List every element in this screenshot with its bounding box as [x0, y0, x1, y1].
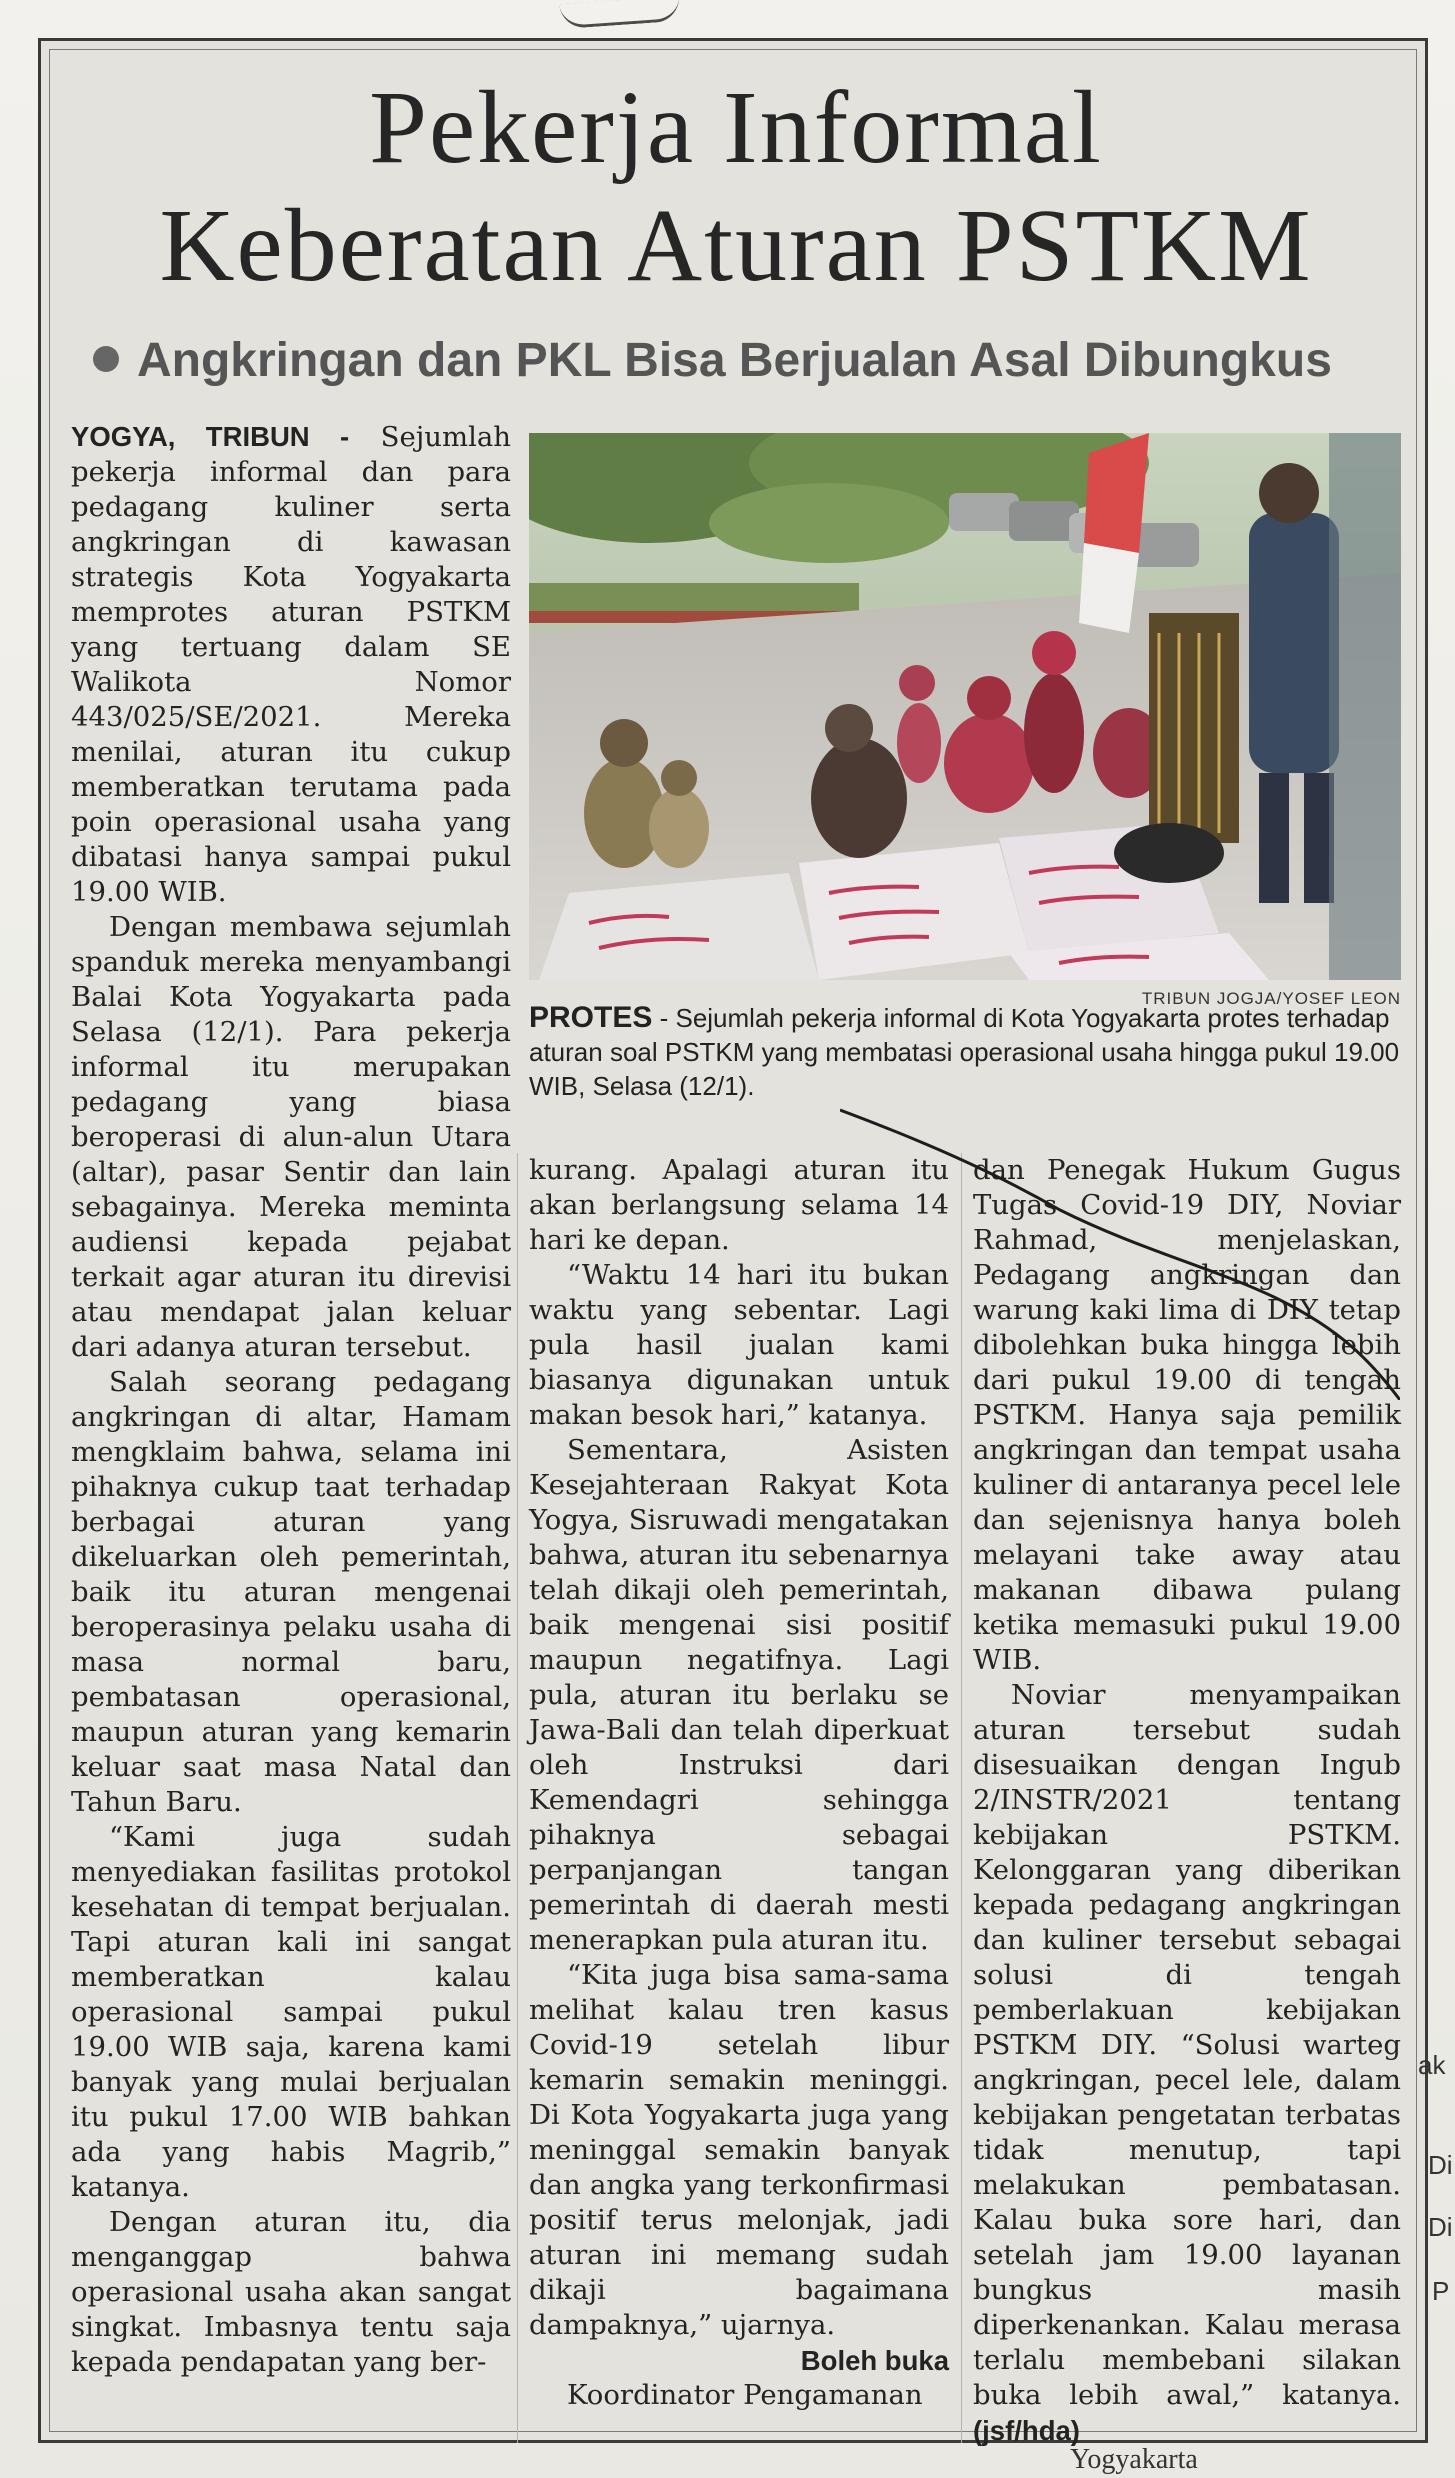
paragraph: “Waktu 14 hari itu bukan waktu yang sebentar. Lagi pula hasil jualan kami biasanya digunakan untuk makan besok hari,” katanya.	[529, 1259, 949, 1431]
paragraph: Dengan membawa sejumlah spanduk mereka menyambangi Balai Kota Yogyakarta pada Selasa (12/1). Para pekerja informal itu merupakan pedagang yang biasa beroperasi di alun-alun Utara (altar), pasar Sentir dan lain sebagainya. Mereka meminta audiensi kepada pejabat terkait agar aturan itu direvisi atau mendapat jalan keluar dari adanya aturan tersebut.	[71, 911, 511, 1363]
margin-fragment: P	[1432, 2276, 1450, 2306]
dateline: YOGYA, TRIBUN -	[71, 421, 350, 452]
paragraph: Koordinator Pengamanan	[567, 2379, 923, 2411]
headline	[81, 69, 1391, 305]
author-signoff: (jsf/hda)	[973, 2415, 1080, 2446]
paragraph-text: Noviar menyampaikan aturan tersebut sudah disesuaikan dengan Ingub 2/INSTR/2021 tentang kebijakan PSTKM. Kelonggaran yang diberikan kepada pedagang angkringan dan kuliner tersebut sebagai solusi di tengah pemberlakuan kebijakan PSTKM DIY. “Solusi warteg angkringan, pecel lele, dalam kebijakan pengetatan terbatas tidak menutup, tapi melakukan pembatasan. Kalau buka sore hari, dan setelah jam 19.00 layanan bungkus masih diperkenankan. Kalau merasa terlalu membebani silakan buka lebih awal,” katanya.	[973, 1679, 1401, 2411]
margin-fragment: Di	[1428, 2150, 1453, 2180]
paragraph: “Kita juga bisa sama-sama melihat kalau tren kasus Covid-19 setelah libur kemarin semakin meninggi. Di Kota Yogyakarta juga yang meninggal semakin banyak dan angka yang terkonfirmasi positif terus melonjak, jadi aturan ini memang sudah dikaji bagaimana dampaknya,” ujarnya.	[529, 1959, 949, 2341]
column-divider	[517, 1153, 518, 2443]
caption-text: - Sejumlah pekerja informal di Kota Yogyakarta protes terhadap aturan soal PSTKM yang membatasi operasional usaha hingga pukul 19.00 WIB, Selasa (12/1).	[529, 1003, 1400, 1101]
paragraph: Sementara, Asisten Kesejahteraan Rakyat Kota Yogya, Sisruwadi mengatakan bahwa, aturan itu sebenarnya telah dikaji oleh pemerintah, baik mengenai sisi positif maupun negatifnya. Lagi pula, aturan itu berlaku se Jawa-Bali dan telah diperkuat oleh Instruksi dari Kemendagri sehingga pihaknya sebagai perpanjangan tangan pemerintah di daerah mesti menerapkan pula aturan itu.	[529, 1434, 949, 1956]
bullet-icon	[93, 346, 119, 372]
paragraph: Dengan aturan itu, dia menganggap bahwa operasional usaha akan sangat singkat. Imbasnya tentu saja kepada pendapatan yang ber-	[71, 2206, 511, 2378]
bottom-edge-text: Yogyakarta	[1070, 2444, 1198, 2475]
paragraph: kurang. Apalagi aturan itu akan berlangsung selama 14 hari ke depan.	[529, 1154, 949, 1256]
headline-line-2: Keberatan Aturan PSTKM	[159, 188, 1313, 303]
protest-photo-illustration	[529, 433, 1401, 980]
section-subheading: Boleh buka	[800, 2345, 949, 2376]
paragraph: “Kami juga sudah menyediakan fasilitas protokol kesehatan di tempat berjualan. Tapi aturan kali ini sangat memberatkan kalau operasional sampai pukul 19.00 WIB saja, karena kami banyak yang mulai berjualan itu pukul 17.00 WIB bahkan ada yang habis Magrib,” katanya.	[71, 1821, 511, 2203]
photo-caption	[529, 1001, 1401, 1103]
newspaper-clipping	[38, 38, 1428, 2446]
paragraph: dan Penegak Hukum Gugus Tugas Covid-19 DIY, Noviar Rahmad, menjelaskan, Pedagang angkringan dan warung kaki lima di DIY tetap dibolehkan buka hingga lebih dari pukul 19.00 di tengah PSTKM. Hanya saja pemilik angkringan dan tempat usaha kuliner di antaranya pecel lele dan sejenisnya hanya boleh melayani take away atau makanan dibawa pulang ketika memasuki pukul 19.00 WIB.	[973, 1154, 1401, 1676]
photo-credit: TRIBUN JOGJA/YOSEF LEON	[1141, 989, 1401, 1008]
news-photo	[529, 433, 1401, 980]
subheadline-text: Angkringan dan PKL Bisa Berjualan Asal Dibungkus	[137, 334, 1332, 387]
paragraph	[71, 419, 511, 910]
margin-fragment: ak	[1418, 2050, 1446, 2080]
caption-lead: PROTES	[529, 1001, 653, 1034]
article-column-2	[529, 1153, 949, 2413]
subheadline	[93, 333, 1413, 388]
paragraph: Salah seorang pedagang angkringan di altar, Hamam mengklaim bahwa, selama ini pihaknya cukup taat terhadap berbagai aturan yang dikeluarkan oleh pemerintah, baik itu aturan mengenai beroperasinya pelaku usaha di masa normal baru, pembatasan operasional, maupun aturan yang kemarin keluar saat masa Natal dan Tahun Baru.	[71, 1366, 511, 1818]
column-divider	[961, 1153, 962, 2443]
article-column-3	[973, 1153, 1401, 2449]
headline-line-1: Pekerja Informal	[369, 70, 1103, 185]
paragraph	[973, 1678, 1401, 2449]
article-column-1	[71, 419, 511, 2380]
margin-fragment: Di	[1428, 2212, 1453, 2242]
paragraph-text: Sejumlah pekerja informal dan para pedagang kuliner serta angkringan di kawasan strategis Kota Yogyakarta memprotes aturan PSTKM yang tertuang dalam SE Walikota Nomor 443/025/SE/2021. Mereka menilai, aturan itu cukup memberatkan terutama pada poin operasional usaha yang dibatasi hanya sampai pukul 19.00 WIB.	[71, 421, 511, 908]
